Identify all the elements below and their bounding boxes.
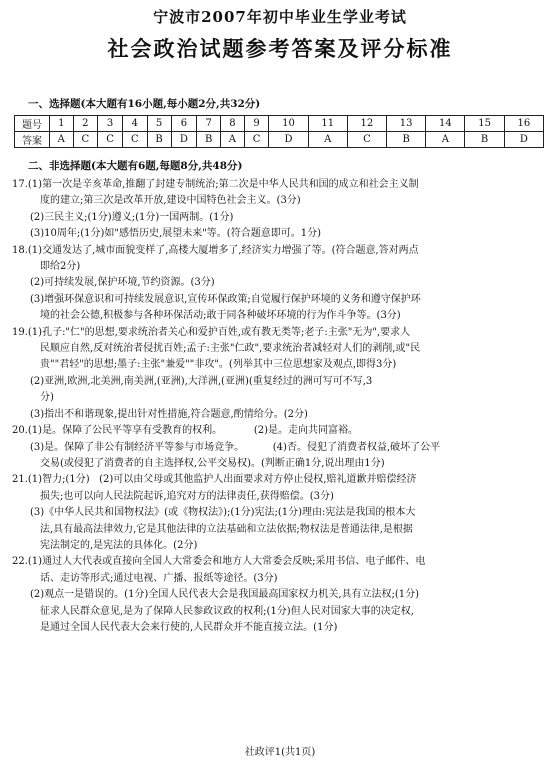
answer-line: 境的社会公德,积极参与各种环保活动;敢于同各种破坏环境的行为作斗争等。(3分) — [40, 310, 401, 322]
question-number: 10 — [269, 116, 308, 132]
answer-cell: B — [387, 132, 426, 148]
row-label: 题号 — [15, 116, 50, 132]
section2-heading: 二、非选择题(本大题有6题,每题8分,共48分) — [28, 160, 243, 172]
answer-cell: D — [171, 132, 197, 148]
answer-line: 话、走访等形式;通过电视、广播、报纸等途径。(3分) — [40, 572, 278, 584]
answer-row — [15, 132, 544, 148]
answer-line: (3)指出不和谐现象,提出针对性措施,符合题意,酌情给分。(2分) — [30, 408, 308, 420]
answer-line: 即给2分) — [40, 261, 81, 273]
answer-line: (2)观点一是错误的。(1分)全国人民代表大会是我国最高国家权力机关,具有立法权;(1分) — [30, 589, 420, 601]
answer-line: 宪法制定的,是宪法的具体化。(2分) — [40, 539, 198, 551]
answer-line: 贵""君轻"的思想;墨子:主张"兼爱""非攻"。(列举其中三位思想家及观点,即得3分) — [40, 359, 397, 371]
answer-cell: C — [347, 132, 386, 148]
answer-cell: C — [98, 132, 123, 148]
document-title: 社会政治试题参考答案及评分标准 — [107, 36, 453, 61]
answer-line: 民顺应自然,反对统治者侵扰百姓;孟子:主张"仁政",要求统治者减轻对人们的剥削,或"民 — [40, 343, 421, 355]
question-number-row — [15, 116, 544, 132]
answer-cell: A — [426, 132, 465, 148]
answer-line: (3)10周年;(1分)如"感悟历史,展望未来"等。(符合题意即可。1分) — [30, 228, 321, 240]
question-number: 4 — [122, 116, 147, 132]
answer-line: 是通过全国人民代表大会来行使的,人民群众并不能直接立法。(1分) — [40, 621, 338, 633]
answer-cell: C — [244, 132, 269, 148]
answer-line: 21.(1)智力;(1分) (2)可以由父母或其他监护人出面要求对方停止侵权,赔礼道歉并赔偿经济 — [12, 474, 417, 486]
row-label: 答案 — [15, 132, 50, 148]
exam-title: 宁波市2007年初中毕业生学业考试 — [153, 8, 407, 26]
answer-line: (2)可持续发展,保护环境,节约资源。(3分) — [30, 277, 215, 289]
answer-cell: B — [197, 132, 221, 148]
answer-line: 18.(1)交通发达了,城市面貌变样了,高楼大厦增多了,经济实力增强了等。(符合题意,答对两点 — [12, 244, 419, 256]
question-number: 14 — [426, 116, 465, 132]
answer-cell: B — [147, 132, 171, 148]
answer-line: 20.(1)是。保障了公民平等享有受教育的权利。 (2)是。走向共同富裕。 — [12, 425, 359, 437]
answer-cell: C — [122, 132, 147, 148]
answer-table — [14, 115, 544, 148]
question-number: 7 — [197, 116, 221, 132]
page-footer: 社政评1(共1页) — [244, 747, 316, 758]
question-number: 12 — [347, 116, 386, 132]
answer-cell: C — [73, 132, 98, 148]
answer-line: 分) — [40, 392, 54, 404]
answer-cell: A — [50, 132, 74, 148]
answer-line: 征求人民群众意见,是为了保障人民参政议政的权利;(1分)但人民对国家大事的决定权, — [40, 605, 414, 617]
question-number: 9 — [244, 116, 269, 132]
section1-heading: 一、选择题(本大题有16小题,每小题2分,共32分) — [28, 98, 261, 110]
answer-cell: A — [308, 132, 347, 148]
question-number: 6 — [171, 116, 197, 132]
question-number: 5 — [147, 116, 171, 132]
question-number: 13 — [387, 116, 426, 132]
answer-line: 度的建立;第三次是改革开放,建设中国特色社会主义。(3分) — [40, 195, 301, 207]
answer-line: 法,具有最高法律效力,它是其他法律的立法基础和立法依据;物权法是普通法律,是根据 — [40, 523, 413, 535]
answer-line: (2)三民主义;(1分)遵义;(1分)一国两制。(1分) — [30, 211, 234, 223]
answer-line: (3)增强环保意识和可持续发展意识,宣传环保政策;自觉履行保护环境的义务和遵守保护环 — [30, 293, 421, 305]
answer-line: 损失;也可以向人民法院起诉,追究对方的法律责任,获得赔偿。(3分) — [40, 490, 334, 502]
question-number: 3 — [98, 116, 123, 132]
answer-cell: D — [504, 132, 543, 148]
answer-line: (2)亚洲,欧洲,北美洲,南美洲,(亚洲),大洋洲,(亚洲)(重复经过的洲可写可不写,3 — [30, 375, 373, 387]
answer-line: 17.(1)第一次是辛亥革命,推翻了封建专制统治;第二次是中华人民共和国的成立和社会主义制 — [12, 179, 419, 190]
question-number: 1 — [50, 116, 74, 132]
question-number: 8 — [221, 116, 245, 132]
answer-cell: D — [269, 132, 308, 148]
answer-line: 22.(1)通过人大代表或直接向全国人大常委会和地方人大常委会反映;采用书信、电子邮件、电 — [12, 556, 426, 568]
answer-line: (3)《中华人民共和国物权法》(或《物权法》);(1分)宪法;(1分)理由:宪法是我国的根本大 — [30, 507, 416, 519]
answer-cell: B — [465, 132, 504, 148]
question-number: 2 — [73, 116, 98, 132]
answer-line: (3)是。保障了非公有制经济平等参与市场竞争。 (4)否。侵犯了消费者权益,破坏了公平 — [30, 441, 441, 453]
answer-text-body — [12, 177, 548, 636]
answer-cell: A — [221, 132, 245, 148]
question-number: 11 — [308, 116, 347, 132]
question-number: 15 — [465, 116, 504, 132]
answer-line: 交易(或侵犯了消费者的自主选择权,公平交易权)。(判断正确1分,说出理由1分) — [40, 457, 385, 469]
question-number: 16 — [504, 116, 543, 132]
answer-line: 19.(1)孔子:"仁"的思想,要求统治者关心和爱护百姓,或有教无类等;老子:主张"无为",要求人 — [12, 326, 411, 338]
